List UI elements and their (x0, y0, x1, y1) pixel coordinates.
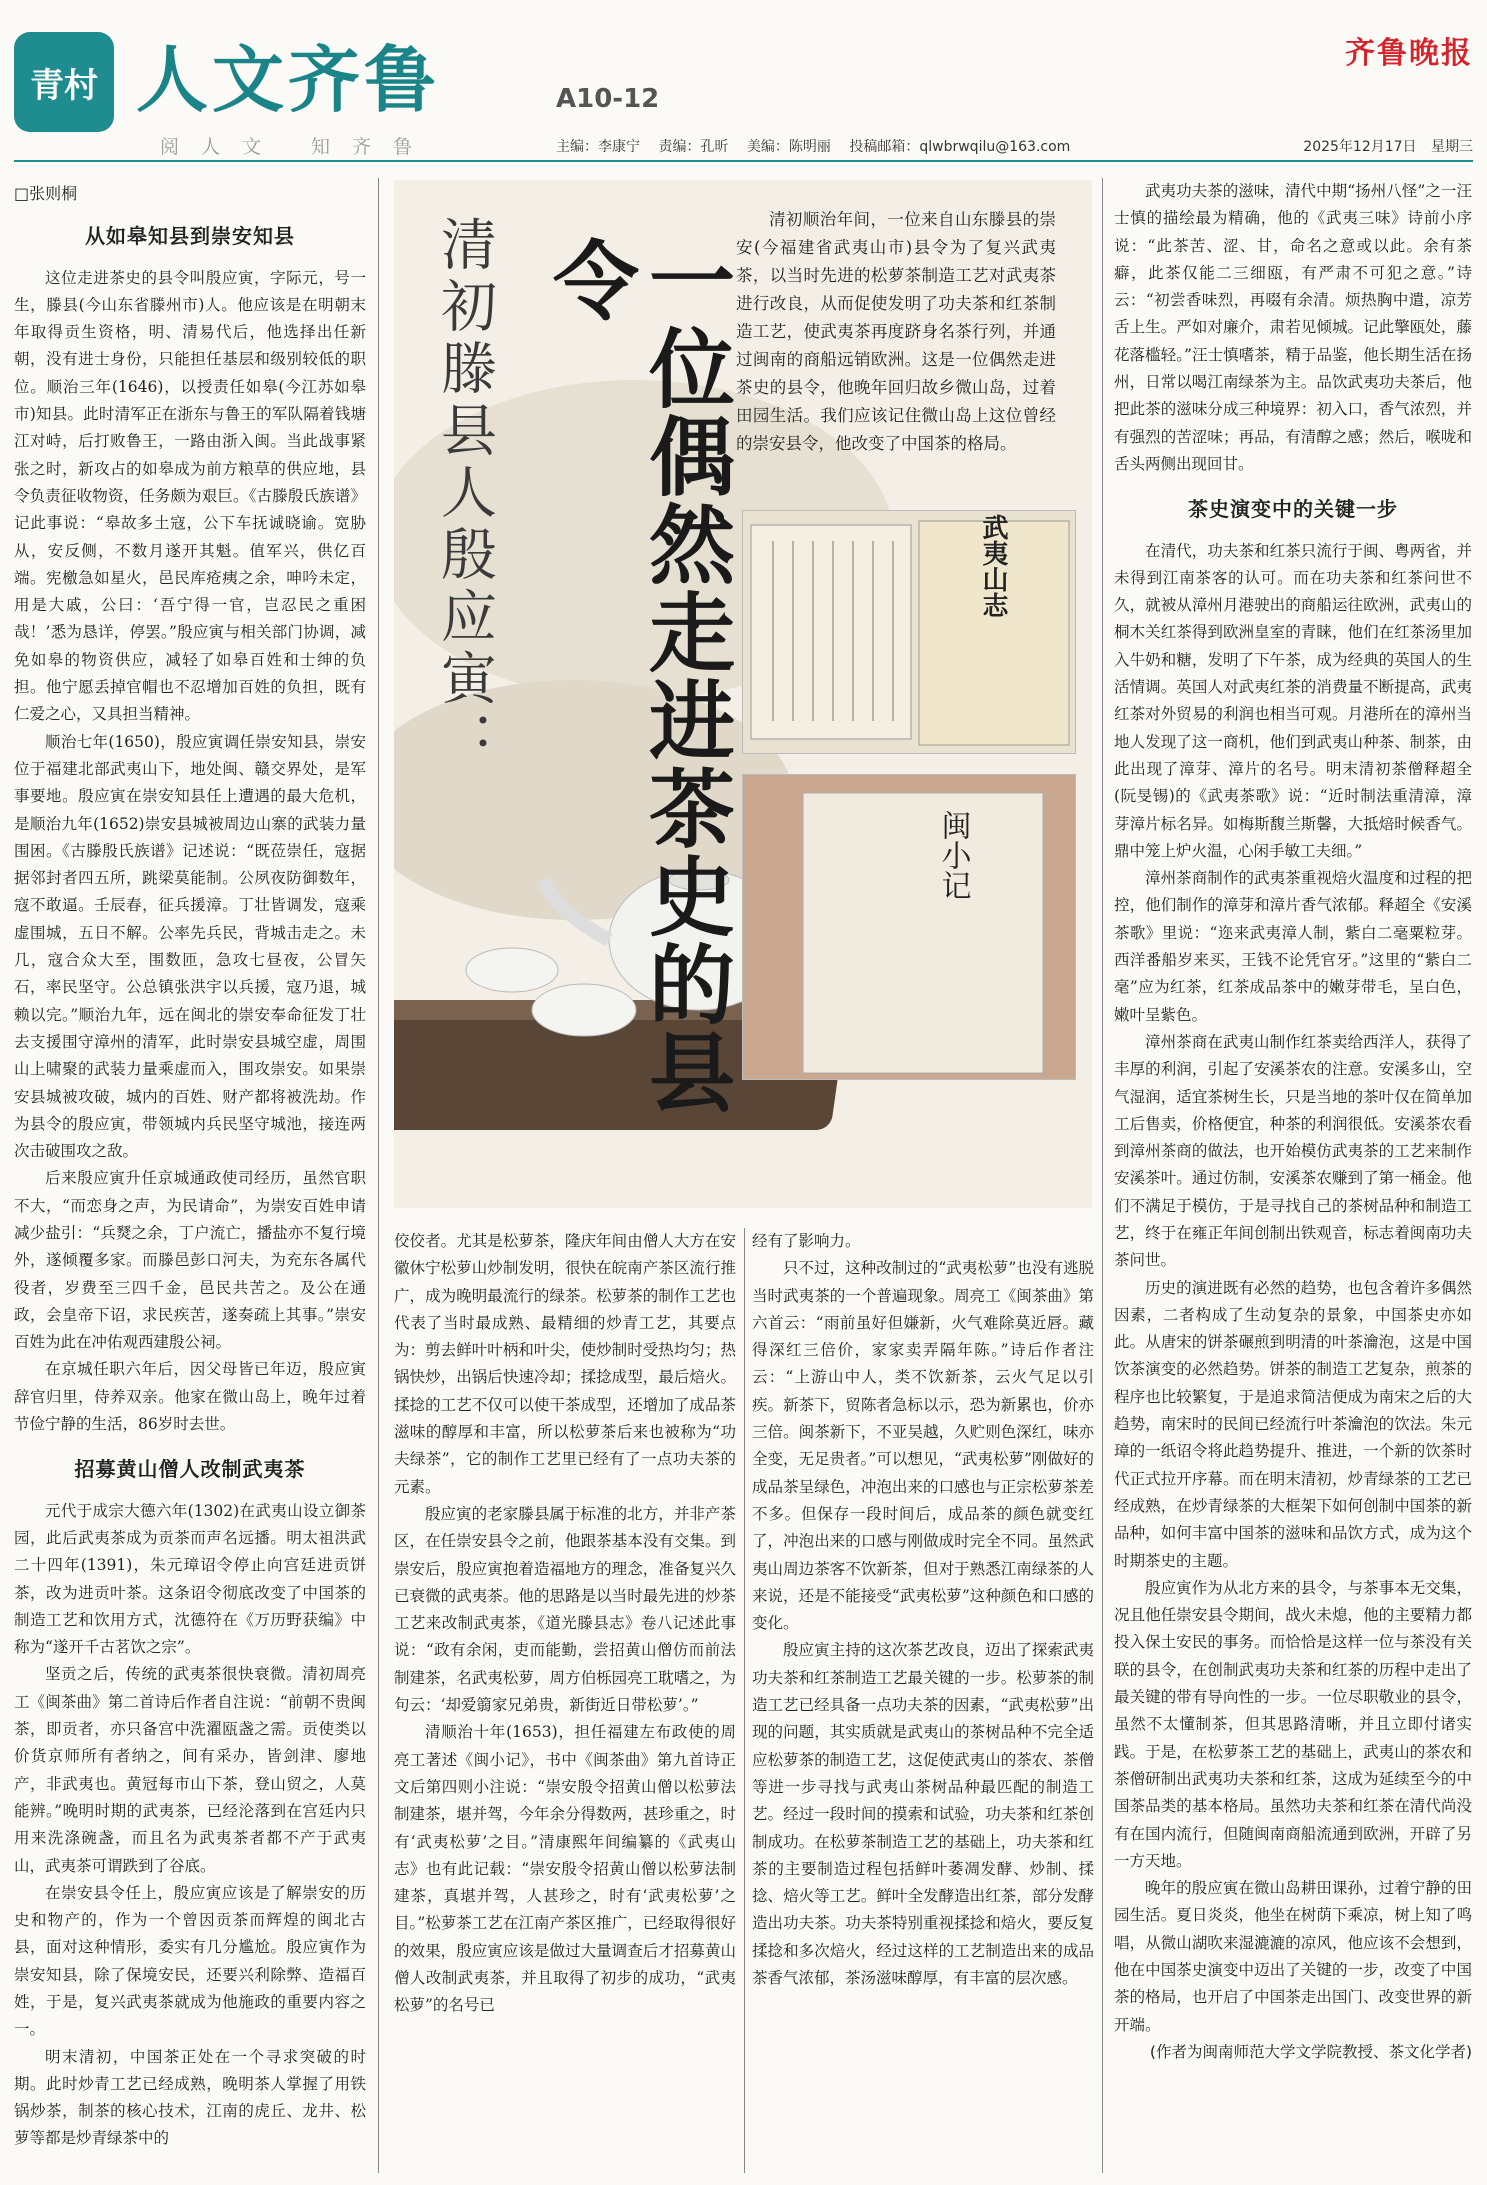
paragraph: 武夷功夫茶的滋味，清代中期“扬州八怪”之一汪士慎的描绘最为精确，他的《武夷三味》诗前小序说：“此茶苦、涩、甘，命名之意或以此。余有茶癖，此茶仅能二三细瓯，有严肃不可犯之意。”诗云：“初尝香味烈，再啜有余清。烦热胸中遣，凉芳舌上生。严如对廉介，肃若见倾城。记此擎瓯处，藤花落槛轻。”汪士慎嗜茶，精于品鉴，他长期生活在扬州，日常以喝江南绿茶为主。品饮武夷功夫茶后，他把此茶的滋味分成三种境界：初入口，香气浓烈，并有强烈的苦涩味；再品，有清醇之感；然后，喉咙和舌头两侧出现回甘。 (1114, 182, 1472, 473)
newspaper-brand: 齐鲁晚报 (1345, 36, 1473, 71)
article-headline: 一位偶然走进茶史的县令 (538, 236, 734, 1116)
photo-min-xiao-ji (742, 774, 1076, 1080)
book-photo (743, 511, 1075, 753)
section-tagline: 阅人文 知齐鲁 (160, 136, 435, 158)
section-heading: 从如皋知县到崇安知县 (85, 224, 295, 249)
issue-date (1293, 136, 1473, 156)
paragraph: 这位走进茶史的县令叫殷应寅，字际元，号一生，滕县(今山东省滕州市)人。他应该是在明朝末年取得贡生资格，明、清易代后，他选择出任新朝，没有进士身份，只能担任基层和级别较低的职位。顺治三年(1646)，以授责任如皋(今江苏如皋市)知县。此时清军正在浙东与鲁王的军队隔着钱塘江对峙，后打败鲁王，一路由浙入闽。当此战事紧张之时，新攻占的如皋成为前方粮草的供应地，县令负责征收物资，任务颇为艰巨。《古滕殷氏族谱》记此事说：“皋故多土寇，公下车抚诚晓谕。宽胁从，安反侧，不数月遂开其魁。值军兴，供亿百端。宪檄急如星火，邑民库疮痍之余，呻吟未定，用是大戚，公曰：‘吾宁得一官，岂忍民之重困哉！’悉为恳详，停罢。”殷应寅与相关部门协调，减免如皋的物资供应，减轻了如皋百姓和士绅的负担。他宁愿丢掉官帽也不忍增加百姓的负担，既有仁爱之心，又具担当精神。 (14, 268, 366, 724)
paragraph: 在京城任职六年后，因父母皆已年迈，殷应寅辞官归里，侍养双亲。他家在微山岛上，晚年过着节俭宁静的生活，86岁时去世。 (14, 1360, 366, 1434)
submission-email: 投稿邮箱：qlwbrwqilu@163.com (849, 139, 1071, 155)
book-title: 武夷山志 (978, 514, 1008, 618)
chief-editor: 主编：李康宁 (556, 139, 640, 155)
paragraph: 清顺治十年(1653)，担任福建左布政使的周亮工著述《闽小记》，书中《闽茶曲》第九首诗正文后第四则小注说：“崇安殷令招黄山僧以松萝法制建茶，堪并驾，今年余分得数两，甚珍重之，时有‘武夷松萝’之目。”清康熙年间编纂的《武夷山志》也有此记载：“崇安殷令招黄山僧以松萝法制建茶，真堪并驾，人甚珍之，时有‘武夷松萝’之目。”松萝茶工艺在江南产茶区推广，已经取得很好的效果，殷应寅应该是做过大量调查后才招募黄山僧人改制武夷茶，并且取得了初步的成功，“武夷松萝”的名号已 (394, 1723, 736, 2015)
paragraph: 明末清初，中国茶正处在一个寻求突破的时期。此时炒青工艺已经成熟，晚明茶人掌握了用铁锅炒茶，制茶的核心技术，江南的虎丘、龙井、松萝等都是炒青绿茶中的 (14, 2047, 366, 2148)
paragraph: 殷应寅主持的这次茶艺改良，迈出了探索武夷功夫茶和红茶制造工艺最关键的一步。松萝茶的制造工艺已经具备一点功夫茶的因素，“武夷松萝”出现的问题，其实质就是武夷山的茶树品种不完全适应松萝茶的制造工艺，这促使武夷山的茶农、茶僧等进一步寻找与武夷山茶树品种最匹配的制造工艺。经过一段时间的摸索和试验，功夫茶和红茶创制成功。在松萝茶制造工艺的基础上，功夫茶和红茶的主要制造过程包括鲜叶萎凋发酵、炒制、揉捻、焙火等工艺。鲜叶全发酵造出红茶，部分发酵造出功夫茶。功夫茶特别重视揉捻和焙火，要反复揉捻和多次焙火，经过这样的工艺制造出来的成品茶香气浓郁，茶汤滋味醇厚，有丰富的层次感。 (752, 1641, 1094, 1988)
paragraph: 经有了影响力。 (752, 1232, 861, 1250)
author-note: (作者为闽南师范大学文学院教授、茶文化学者) (1149, 2042, 1472, 2061)
paragraph: 元代于成宗大德六年(1302)在武夷山设立御茶园，此后武夷茶成为贡茶而声名远播。明太祖洪武二十四年(1391)，朱元璋诏令停止向宫廷进贡饼茶，改为进贡叶茶。这条诏令彻底改变了中国茶的制造工艺和饮用方式，沈德符在《万历野获编》中称为“遂开千古茗饮之宗”。 (14, 1501, 366, 1657)
paragraph: 佼佼者。尤其是松萝茶，隆庆年间由僧人大方在安徽休宁松萝山炒制发明，很快在皖南产茶区流行推广，成为晚明最流行的绿茶。松萝茶的制作工艺也代表了当时最成熟、最精细的炒青工艺，其要点为：剪去鲜叶叶柄和叶尖，使炒制时受热均匀；热锅快炒，出锅后快速冷却；揉捻成型，最后焙火。揉捻的工艺不仅可以使干茶成型，还增加了成品茶滋味的醇厚和丰富，所以松萝茶后来也被称为“功夫绿茶”，它的制作工艺里已经有了一点功夫茶的元素。 (394, 1232, 736, 1496)
article-column-3 (752, 1228, 1094, 1992)
paragraph: 在清代，功夫茶和红茶只流行于闽、粤两省，并未得到江南茶客的认可。而在功夫茶和红茶问世不久，就被从漳州月港驶出的商船运往欧洲，武夷山的桐木关红茶得到欧洲皇室的青睐，他们在红茶汤里加入牛奶和糖，发明了下午茶，成为经典的英国人的生活情调。英国人对武夷红茶的消费量不断提高，武夷红茶对外贸易的利润也相当可观。月港所在的漳州当地人发现了这一商机，他们到武夷山种茶、制茶，由此出现了漳芽、漳片的名号。明末清初茶僧释超全(阮旻锡)的《武夷茶歌》说：“近时制法重清漳，漳芽漳片标名异。如梅斯馥兰斯馨，大抵焙时候香气。鼎中笼上炉火温，心闲手敏工夫细。” (1114, 541, 1472, 860)
paragraph: 后来殷应寅升任京城通政使司经历，虽然官职不大，“而恋身之声，为民请命”，为崇安百姓申请减少盐引：“兵燹之余，丁户流亡，播盐亦不复行境外，遂倾覆多家。而滕邑彭口河夫，为充东各属代役者，岁费至三四千金，邑民共苦之。及公在通政，会皇帝下诏，求民疾苦，遂奏疏上其事。”崇安百姓为此在冲佑观西建殷公祠。 (14, 1169, 366, 1352)
paragraph: 殷应寅的老家滕县属于标准的北方，并非产茶区，在任崇安县令之前，他跟茶基本没有交集。到崇安后，殷应寅抱着造福地方的理念，准备复兴久已衰微的武夷茶。他的思路是以当时最先进的炒茶工艺来改制武夷茶，《道光滕县志》卷八记述此事说：“政有余闲，吏而能勤，尝招黄山僧仿而前法制建茶，名武夷松萝，周方伯栎园亮工耽嗜之，为句云：‘却爱篛家兄弟贵，新街近日带松萝’。” (394, 1504, 736, 1715)
column-divider (1102, 178, 1103, 2173)
section-title: 人文齐鲁 (136, 38, 441, 122)
paragraph: 顺治七年(1650)，殷应寅调任崇安知县，崇安位于福建北部武夷山下，地处闽、赣交界处，是军事要地。殷应寅在崇安知县任上遭遇的最大危机，是顺治九年(1652)崇安县城被周边山寨的武装力量围困。《古滕殷氏族谱》记述说：“既莅崇任，寇据据邻封者四五所，跳梁莫能制。公夙夜防御数年，寇不敢逼。壬辰春，征兵援漳。丁壮皆调发，寇乘虚围城，五日不解。公率先兵民，背城击走之。未几，寇合众大至，围数匝，急攻七昼夜，公冒矢石，率民坚守。公总镇张洪宇以兵援，寇乃退，城赖以完。”顺治九年，远在闽北的崇安奉命征发丁壮去支援围守漳州的清军，此时崇安县城空虚，周围山上啸聚的武装力量乘虚而入，围攻崇安。如果崇安县城被攻破，城内的百姓、财产都将被洗劫。作为县令的殷应寅，带领城内兵民坚守城池，接连两次击破围攻之敌。 (14, 732, 366, 1161)
paragraph: 漳州茶商在武夷山制作红茶卖给西洋人，获得了丰厚的利润，引起了安溪茶农的注意。安溪多山，空气湿润，适宜茶树生长，只是当地的茶叶仅在简单加工后售卖，价格便宜，种茶的利润很低。安溪茶农看到漳州茶商的做法，也开始模仿武夷茶的工艺来制作安溪茶叶。通过仿制，安溪茶农赚到了第一桶金。他们不满足于模仿，于是寻找自己的茶树品种和制造工艺，终于在雍正年间创制出铁观音，标志着闽南功夫茶问世。 (1114, 1032, 1472, 1270)
art-editor: 美编：陈明丽 (746, 139, 831, 155)
weekday: 星期三 (1431, 139, 1473, 155)
cover-title: 闽小记 (935, 810, 971, 900)
paragraph: 殷应寅作为从北方来的县令，与茶事本无交集，况且他任崇安县令期间，战火未熄，他的主要精力都投入保土安民的事务。而恰恰是这样一位与茶没有关联的县令，在创制武夷功夫茶和红茶的历程中走出了最关键的带有导向性的一步。一位尽职敬业的县令，虽然不太懂制茶，但其思路清晰，并且立即付诸实践。于是，在松萝茶工艺的基础上，武夷山的茶农和茶僧研制出武夷功夫茶和红茶，这成为延续至今的中国茶品类的基本格局。虽然功夫茶和红茶在清代尚没有在国内流行，但随闽南商船流通到欧洲，开辟了另一方天地。 (1114, 1578, 1472, 1870)
paragraph: 只不过，这种改制过的“武夷松萝”也没有逃脱当时武夷茶的一个普遍现象。周亮工《闽茶曲》第六首云：“雨前虽好但嫌新，火气难除莫近唇。藏得深红三倍价，家家卖弄隔年陈。”诗后作者注云：“上游山中人，类不饮新茶，云火气足以引疾。新茶下，贸陈者急标以示，恐为新累也，价亦三倍。闽茶新下，不亚吴越，久贮则色深红，味亦全变，无足贵者。”可以想见，“武夷松萝”刚做好的成品茶呈绿色，冲泡出来的口感也与正宗松萝茶差不多。但保存一段时间后，成品茶的颜色就变红了，冲泡出来的口感与刚做成时完全不同。虽然武夷山周边茶客不饮新茶，但对于熟悉江南绿茶的人来说，还是不能接受“武夷松萝”这种颜色和口感的变化。 (752, 1259, 1094, 1633)
paragraph: 坚贡之后，传统的武夷茶很快衰微。清初周亮工《闽茶曲》第二首诗后作者自注说：“前朝不贵闽茶，即贡者，亦只备宫中洗濯瓯盏之需。贡使类以价货京师所有者纳之，间有采办，皆剑津、廖地产，非武夷也。黄冠每市山下茶，登山贸之，人莫能辨。”晚明时期的武夷茶，已经沦落到在宫廷内只用来洗涤碗盏，而且名为武夷茶者都不产于武夷山，武夷茶可谓跌到了谷底。 (14, 1665, 366, 1875)
page-number: A10-12 (556, 84, 660, 114)
column-divider (744, 1228, 745, 2173)
date: 2025年12月17日 (1303, 139, 1417, 155)
paragraph: 晚年的殷应寅在微山岛耕田课孙，过着宁静的田园生活。夏日炎炎，他坐在树荫下乘凉，树上知了鸣唱，从微山湖吹来湿漉漉的凉风，他应该不会想到，他在中国茶史演变中迈出了关键的一步，改变了中国茶的格局，也开启了中国茶走出国门、改变世界的新开端。 (1114, 1879, 1472, 2034)
masthead-divider (14, 160, 1473, 162)
section-heading: 招募黄山僧人改制武夷茶 (74, 1457, 306, 1482)
article-column-2 (394, 1228, 736, 2020)
article-column-4 (1114, 178, 1472, 2065)
paragraph: 历史的演进既有必然的趋势，也包含着许多偶然因素，二者构成了生动复杂的景象，中国茶史亦如此。从唐宋的饼茶碾煎到明清的叶茶瀹泡，这是中国饮茶演变的必然趋势。饼茶的制造工艺复杂，煎茶的程序也比较繁复，于是追求简洁便成为南宋之后的大趋势，南宋时的民间已经流行叶茶瀹泡的饮法。朱元璋的一纸诏令将此趋势提升、推进，一个新的饮茶时代正式拉开序幕。而在明末清初，炒青绿茶的工艺已经成熟，在炒青绿茶的大框架下如何创制中国茶的新品种，如何丰富中国茶的滋味和品饮方式，成为这个时期茶史的主题。 (1114, 1278, 1472, 1570)
column-divider (378, 178, 379, 2173)
editor-credits (556, 136, 1084, 156)
editor: 责编：孔昕 (658, 139, 729, 155)
cover-photo (743, 775, 1075, 1079)
section-heading: 茶史演变中的关键一步 (1188, 497, 1398, 522)
section-logo: 青村 (14, 32, 114, 132)
article-column-1 (14, 178, 366, 2153)
article-lede: 清初顺治年间，一位来自山东滕县的崇安(今福建省武夷山市)县令为了复兴武夷茶，以当时先进的松萝茶制造工艺对武夷茶进行改良，从而促使发明了功夫茶和红茶制造工艺，使武夷茶再度跻身名茶行列，并通过闽南的商船远销欧洲。这是一位偶然走进茶史的县令，他晚年回归故乡微山岛，过着田园生活。我们应该记住微山岛上这位曾经的崇安县令，他改变了中国茶的格局。 (736, 210, 1056, 453)
photo-wuyishan-zhi (742, 510, 1076, 754)
paragraph: 在崇安县令任上，殷应寅应该是了解崇安的历史和物产的，作为一个曾因贡茶而辉煌的闽北古县，面对这种情形，委实有几分尴尬。殷应寅作为崇安知县，除了保境安民，还要兴利除弊、造福百姓，于是，复兴武夷茶就成为他施政的重要内容之一。 (14, 1883, 366, 2039)
article-subheadline: 清初滕县人殷应寅： (432, 215, 497, 773)
paragraph: 漳州茶商制作的武夷茶重视焙火温度和过程的把控，他们制作的漳芽和漳片香气浓郁。释超全《安溪茶歌》里说：“迩来武夷漳人制，紫白二毫粟粒芽。西洋番船岁来买，王钱不论凭官牙。”这里的“紫白二毫”应为红茶，红茶成品茶中的嫩芽带毛，呈白色，嫩叶呈紫色。 (1114, 869, 1472, 1024)
author-byline: □张则桐 (14, 184, 78, 203)
